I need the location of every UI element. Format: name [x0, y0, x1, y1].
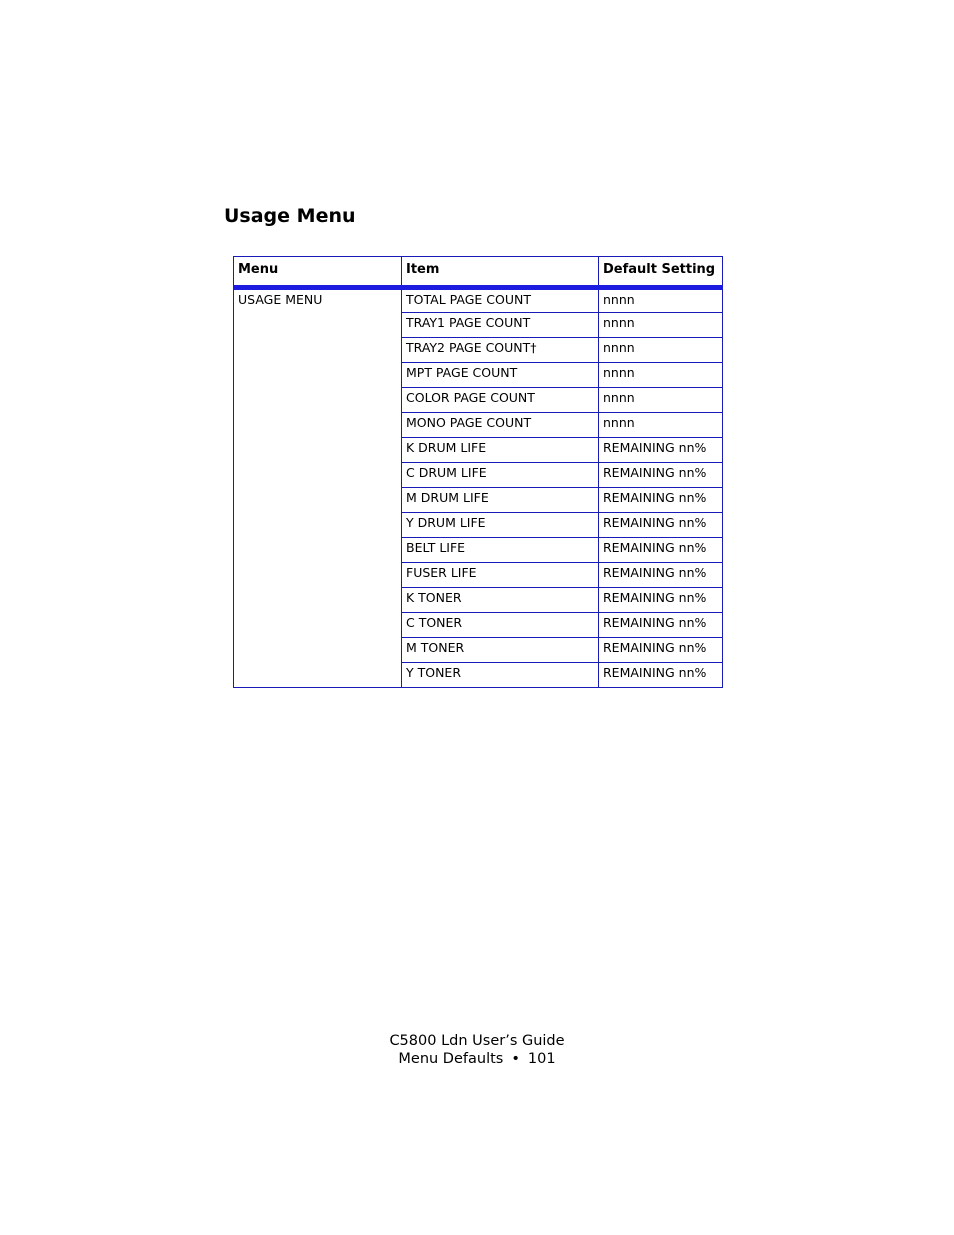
item-cell: Y DRUM LIFE [402, 513, 599, 538]
item-cell: C TONER [402, 613, 599, 638]
item-cell: K TONER [402, 588, 599, 613]
page-title: Usage Menu [224, 205, 356, 227]
item-cell: BELT LIFE [402, 538, 599, 563]
default-cell: nnnn [599, 388, 723, 413]
usage-menu-table [233, 256, 723, 688]
item-cell: M TONER [402, 638, 599, 663]
header-default-setting: Default Setting [599, 257, 723, 288]
default-cell: REMAINING nn% [599, 563, 723, 588]
default-cell: nnnn [599, 313, 723, 338]
default-cell: REMAINING nn% [599, 538, 723, 563]
item-cell: COLOR PAGE COUNT [402, 388, 599, 413]
bullet-icon: • [511, 1051, 520, 1067]
page-footer [0, 1032, 954, 1068]
default-cell: nnnn [599, 288, 723, 313]
default-cell: nnnn [599, 338, 723, 363]
header-menu: Menu [234, 257, 402, 288]
footer-section-line [0, 1050, 954, 1068]
header-item: Item [402, 257, 599, 288]
item-cell: MONO PAGE COUNT [402, 413, 599, 438]
item-cell: M DRUM LIFE [402, 488, 599, 513]
item-cell: TOTAL PAGE COUNT [402, 288, 599, 313]
table-header-row [234, 257, 723, 288]
item-cell: Y TONER [402, 663, 599, 688]
default-cell: nnnn [599, 413, 723, 438]
default-cell: REMAINING nn% [599, 463, 723, 488]
item-cell: K DRUM LIFE [402, 438, 599, 463]
page-number: 101 [527, 1051, 556, 1067]
item-cell: TRAY2 PAGE COUNT† [402, 338, 599, 363]
menu-name-cell: USAGE MENU [234, 288, 402, 688]
footer-section-name: Menu Defaults [398, 1051, 504, 1067]
item-cell: FUSER LIFE [402, 563, 599, 588]
item-cell: MPT PAGE COUNT [402, 363, 599, 388]
default-cell: REMAINING nn% [599, 513, 723, 538]
default-cell: nnnn [599, 363, 723, 388]
footer-guide-title: C5800 Ldn User’s Guide [389, 1033, 565, 1049]
default-cell: REMAINING nn% [599, 663, 723, 688]
item-cell: TRAY1 PAGE COUNT [402, 313, 599, 338]
table-row [234, 288, 723, 313]
default-cell: REMAINING nn% [599, 613, 723, 638]
default-cell: REMAINING nn% [599, 638, 723, 663]
default-cell: REMAINING nn% [599, 438, 723, 463]
default-cell: REMAINING nn% [599, 588, 723, 613]
default-cell: REMAINING nn% [599, 488, 723, 513]
item-cell: C DRUM LIFE [402, 463, 599, 488]
